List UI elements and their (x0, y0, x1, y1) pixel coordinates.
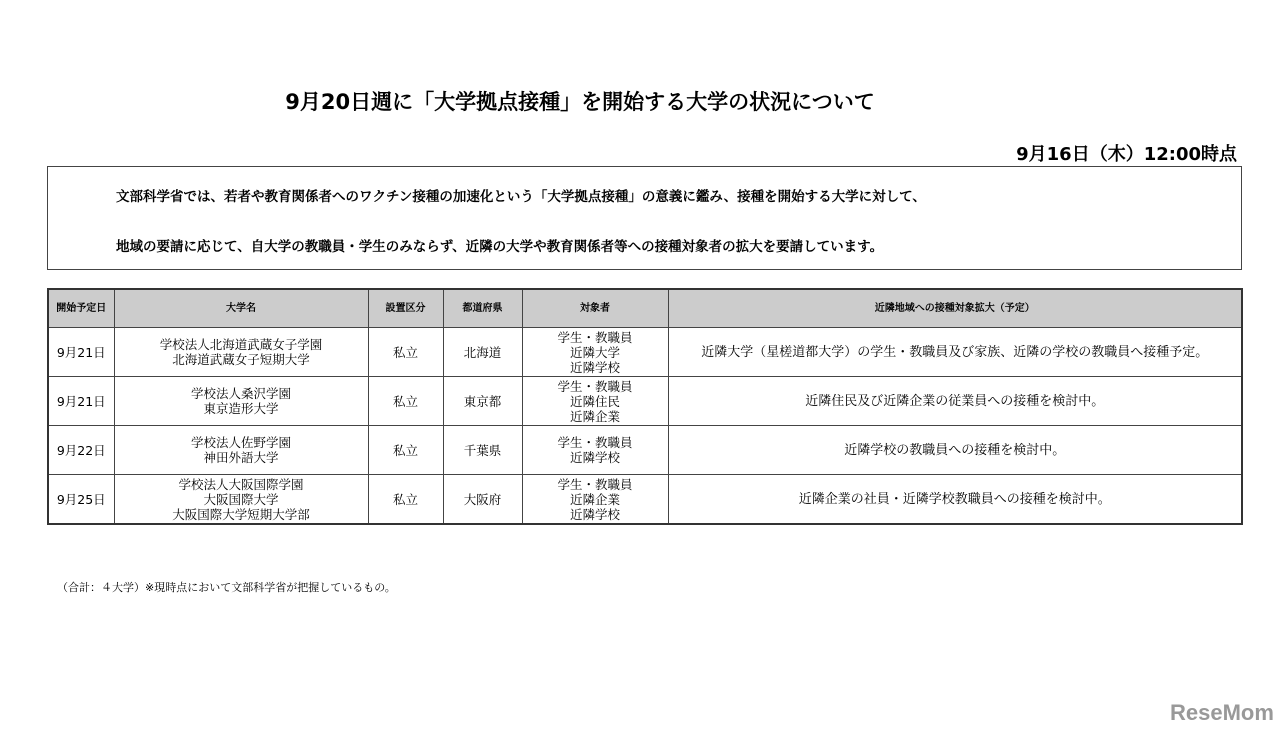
cell-line: 学生・教職員 (557, 435, 633, 450)
cell-line: 学生・教職員 (557, 476, 633, 492)
page-title: 9月20日週に「大学拠点接種」を開始する大学の状況について (285, 90, 875, 114)
footnote: （合計：４大学）※現時点において文部科学省が把握しているもの。 (57, 581, 396, 594)
type-cell (368, 426, 443, 475)
university-name-cell (114, 475, 368, 525)
targets-cell (522, 426, 668, 475)
cell-text: 東京都 (463, 393, 502, 409)
expansion-cell (668, 426, 1242, 475)
type-cell (368, 328, 443, 377)
header-cell: 都道府県 (443, 289, 522, 328)
cell-line: 近隣住民 (569, 393, 620, 409)
date-cell (48, 377, 114, 426)
university-name-cell (114, 426, 368, 475)
table-row (48, 475, 1242, 525)
cell-text: 私立 (392, 393, 418, 409)
targets-cell (522, 475, 668, 525)
university-name-cell (114, 377, 368, 426)
cell-line: 学生・教職員 (557, 329, 633, 345)
header-cell: 対象者 (522, 289, 668, 328)
prefecture-cell (443, 426, 522, 475)
table-header-row (48, 289, 1242, 328)
table-row (48, 328, 1242, 377)
date-cell (48, 475, 114, 525)
cell-line: 東京造形大学 (203, 401, 279, 416)
cell-text: 北海道 (463, 344, 502, 360)
intro-line: 地域の要請に応じて、自大学の教職員・学生のみならず、近隣の大学や教育関係者等への接種対象者の拡大を要請しています。 (116, 239, 884, 255)
intro-line: 文部科学省では、若者や教育関係者へのワクチン接種の加速化という「大学拠点接種」の意義に鑑み、接種を開始する大学に対して、 (116, 189, 926, 205)
cell-text: 9月21日 (56, 393, 106, 409)
cell-text: 千葉県 (463, 442, 502, 458)
university-name-cell (114, 328, 368, 377)
cell-line: 学校法人北海道武蔵女子学園 (159, 337, 323, 352)
table-row (48, 426, 1242, 475)
cell-line: 大阪国際大学 (203, 491, 279, 507)
date-cell (48, 328, 114, 377)
prefecture-cell (443, 328, 522, 377)
cell-line: 近隣企業 (569, 491, 620, 507)
date-cell (48, 426, 114, 475)
cell-text: 私立 (392, 442, 418, 458)
cell-text: 私立 (392, 491, 418, 507)
cell-line: 近隣学校 (569, 450, 620, 465)
cell-line: 近隣企業 (569, 408, 620, 424)
cell-text: 近隣住民及び近隣企業の従業員への接種を検討中。 (805, 393, 1105, 409)
cell-line: 近隣学校 (569, 359, 620, 375)
resemom-logo: ReseMom (1170, 700, 1274, 725)
expansion-cell (668, 328, 1242, 377)
cell-line: 北海道武蔵女子短期大学 (172, 352, 310, 367)
cell-text: 9月22日 (56, 442, 106, 458)
header-cell: 開始予定日 (48, 289, 114, 328)
cell-line: 近隣大学 (569, 344, 620, 360)
cell-line: 大阪国際大学短期大学部 (172, 506, 310, 522)
as-of-date: 9月16日（木）12:00時点 (1016, 144, 1237, 165)
university-table (47, 288, 1243, 525)
header-cell: 大学名 (114, 289, 368, 328)
targets-cell (522, 377, 668, 426)
cell-line: 神田外語大学 (203, 450, 279, 465)
cell-line: 学校法人佐野学園 (190, 435, 291, 450)
prefecture-cell (443, 377, 522, 426)
expansion-cell (668, 377, 1242, 426)
type-cell (368, 377, 443, 426)
cell-text: 9月25日 (56, 491, 106, 507)
header-cell: 設置区分 (368, 289, 443, 328)
cell-line: 近隣学校 (569, 506, 620, 522)
expansion-cell (668, 475, 1242, 525)
cell-line: 学校法人桑沢学園 (190, 386, 291, 401)
cell-text: 近隣学校の教職員への接種を検討中。 (844, 442, 1066, 458)
table-row (48, 377, 1242, 426)
intro-box (47, 166, 1242, 270)
prefecture-cell (443, 475, 522, 525)
cell-line: 学生・教職員 (557, 378, 633, 394)
cell-text: 近隣企業の社員・近隣学校教職員への接種を検討中。 (798, 491, 1111, 507)
cell-text: 大阪府 (463, 491, 502, 507)
type-cell (368, 475, 443, 525)
targets-cell (522, 328, 668, 377)
cell-text: 9月21日 (56, 344, 106, 360)
cell-text: 近隣大学（星槎道都大学）の学生・教職員及び家族、近隣の学校の教職員へ接種予定。 (701, 344, 1209, 360)
cell-line: 学校法人大阪国際学園 (178, 476, 304, 492)
header-cell: 近隣地域への接種対象拡大（予定） (668, 289, 1242, 328)
cell-text: 私立 (392, 344, 418, 360)
